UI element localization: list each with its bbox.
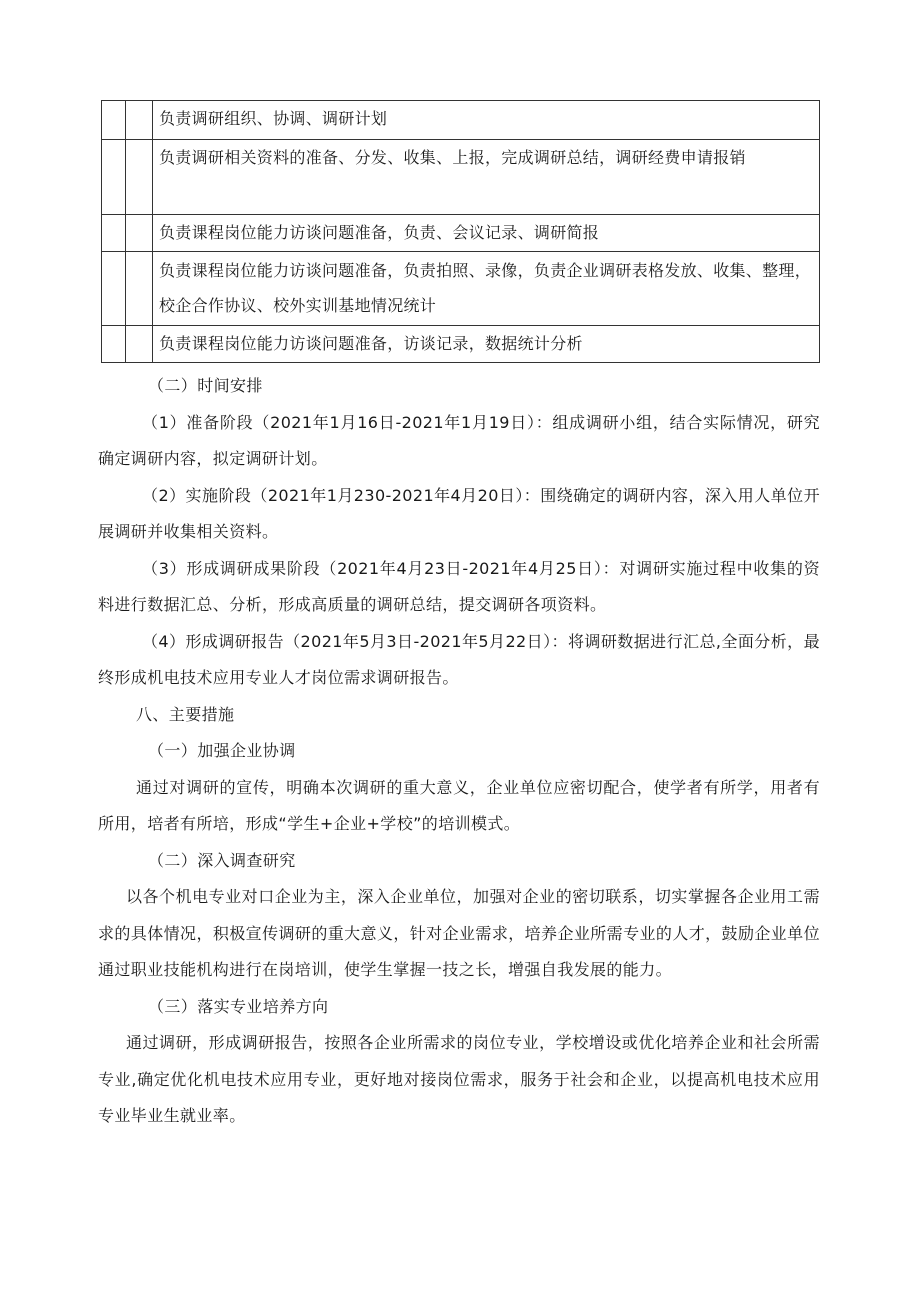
duty-text: 负责调研组织、协调、调研计划 xyxy=(153,101,820,140)
table-cell-empty xyxy=(102,326,126,363)
table-cell-empty xyxy=(126,101,153,140)
paragraph: 通过对调研的宣传，明确本次调研的重大意义，企业单位应密切配合，使学者有所学，用者有所用，培者有所培，形成“学生+企业+学校”的培训模式。 xyxy=(98,777,820,833)
schedule-heading: （二）时间安排 xyxy=(148,376,263,395)
table-row xyxy=(102,252,820,326)
subsection-heading: （一）加强企业协调 xyxy=(148,741,296,760)
duty-text: 负责调研相关资料的准备、分发、收集、上报，完成调研总结，调研经费申请报销 xyxy=(153,140,820,215)
table-cell-empty xyxy=(102,252,126,326)
duty-text: 负责课程岗位能力访谈问题准备，访谈记录，数据统计分析 xyxy=(153,326,820,363)
table-row xyxy=(102,140,820,215)
duty-table xyxy=(101,100,820,363)
schedule-item: （2）实施阶段（2021年1月230-2021年4月20日）：围绕确定的调研内容，深入用人单位开展调研并收集相关资料。 xyxy=(98,485,820,541)
table-cell-empty xyxy=(102,215,126,252)
table-cell-empty xyxy=(126,326,153,363)
duty-text: 负责课程岗位能力访谈问题准备，负责拍照、录像，负责企业调研表格发放、收集、整理，校企合作协议、校外实训基地情况统计 xyxy=(153,252,820,326)
paragraph: 以各个机电专业对口企业为主，深入企业单位，加强对企业的密切联系，切实掌握各企业用工需求的具体情况，积极宣传调研的重大意义，针对企业需求，培养企业所需专业的人才，鼓励企业单位通过职业技能机构进行在岗培训，使学生掌握一技之长，增强自我发展的能力。 xyxy=(98,887,820,979)
subsection-heading: （二）深入调查研究 xyxy=(148,850,296,870)
table-row xyxy=(102,215,820,252)
paragraph: 通过调研，形成调研报告，按照各企业所需求的岗位专业，学校增设或优化培养企业和社会所需专业,确定优化机电技术应用专业，更好地对接岗位需求，服务于社会和企业，以提高机电技术应用专业毕业生就业率。 xyxy=(98,1033,820,1125)
subsection-heading: （三）落实专业培养方向 xyxy=(148,996,329,1016)
schedule-item: （1）准备阶段（2021年1月16日-2021年1月19日）：组成调研小组，结合实际情况，研究确定调研内容，拟定调研计划。 xyxy=(98,412,820,468)
table-cell-empty xyxy=(126,140,153,215)
duty-text: 负责课程岗位能力访谈问题准备，负责、会议记录、调研简报 xyxy=(153,215,820,252)
table-cell-empty xyxy=(102,140,126,215)
schedule-item: （3）形成调研成果阶段（2021年4月23日-2021年4月25日）：对调研实施过程中收集的资料进行数据汇总、分析，形成高质量的调研总结，提交调研各项资料。 xyxy=(98,558,820,614)
table-cell-empty xyxy=(126,252,153,326)
section-heading: 八、主要措施 xyxy=(136,704,235,724)
table-cell-empty xyxy=(126,215,153,252)
table-cell-empty xyxy=(102,101,126,140)
table-row xyxy=(102,101,820,140)
schedule-item: （4）形成调研报告（2021年5月3日-2021年5月22日）：将调研数据进行汇总,全面分析，最终形成机电技术应用专业人才岗位需求调研报告。 xyxy=(98,631,820,687)
table-row xyxy=(102,326,820,363)
document-body xyxy=(98,368,820,1135)
